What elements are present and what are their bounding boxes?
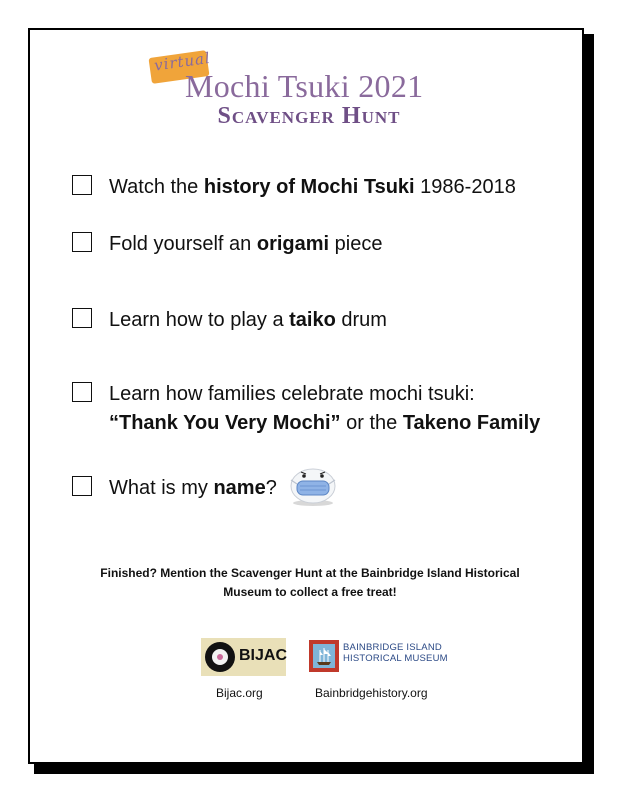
bijac-link[interactable]: Bijac.org xyxy=(216,686,263,700)
task-text xyxy=(109,379,475,409)
task-checkbox-name[interactable] xyxy=(72,476,92,496)
task-checkbox-families[interactable] xyxy=(72,382,92,402)
task-text-part: What is my xyxy=(109,477,214,499)
bijac-logo-text: BIJAC xyxy=(239,647,288,664)
task-link-taiko[interactable]: taiko xyxy=(289,309,336,331)
task-link-origami[interactable]: origami xyxy=(256,233,330,255)
task-link-thank-you-very-mochi[interactable]: “Thank You Very Mochi” xyxy=(109,412,341,434)
virtual-tag-text: virtual xyxy=(153,48,212,75)
page-title: Mochi Tsuki 2021 xyxy=(185,68,424,104)
bhm-logo-line: HISTORICAL MUSEUM xyxy=(343,653,448,664)
task-text-part: ? xyxy=(265,477,277,499)
finished-message xyxy=(60,564,560,602)
task-text-part: Learn how to play a xyxy=(109,309,290,331)
task-link-history[interactable]: history of Mochi Tsuki xyxy=(203,176,415,198)
task-text xyxy=(109,473,277,503)
task-text-line2 xyxy=(109,408,540,438)
task-link-takeno-family[interactable]: Takeno Family xyxy=(402,412,541,434)
ship-emblem-inner xyxy=(313,644,335,668)
task-text-part: or the xyxy=(340,412,403,434)
finished-message-line: Finished? Mention the Scavenger Hunt at the Bainbridge Island Historical xyxy=(100,566,520,580)
task-checkbox-taiko[interactable] xyxy=(72,308,92,328)
task-text xyxy=(109,172,516,202)
task-text-part: drum xyxy=(335,309,387,331)
task-text-part: 1986-2018 xyxy=(414,176,516,198)
task-checkbox-origami[interactable] xyxy=(72,232,92,252)
task-text-part: Watch the xyxy=(109,176,204,198)
bhm-logo-line: BAINBRIDGE ISLAND xyxy=(343,642,442,653)
bainbridge-history-link[interactable]: Bainbridgehistory.org xyxy=(315,686,428,700)
page-subtitle: Scavenger Hunt xyxy=(217,103,401,129)
bijac-flower-center xyxy=(217,654,223,660)
bhm-logo-text xyxy=(343,642,448,664)
task-link-name[interactable]: name xyxy=(213,477,266,499)
task-text xyxy=(109,305,387,335)
ship-emblem-icon xyxy=(309,640,339,672)
task-text xyxy=(109,229,382,259)
task-text-part: piece xyxy=(329,233,383,255)
task-text-part: Fold yourself an xyxy=(109,233,257,255)
finished-message-line: Museum to collect a free treat! xyxy=(223,585,397,599)
ship-icon xyxy=(313,644,335,668)
task-text-part: Learn how families celebrate mochi tsuki: xyxy=(109,383,475,405)
task-checkbox-history[interactable] xyxy=(72,175,92,195)
bainbridge-historical-museum-logo[interactable] xyxy=(309,638,449,674)
mochi-mascot-with-face-mask-icon xyxy=(288,463,338,507)
bijac-logo[interactable] xyxy=(201,638,286,676)
